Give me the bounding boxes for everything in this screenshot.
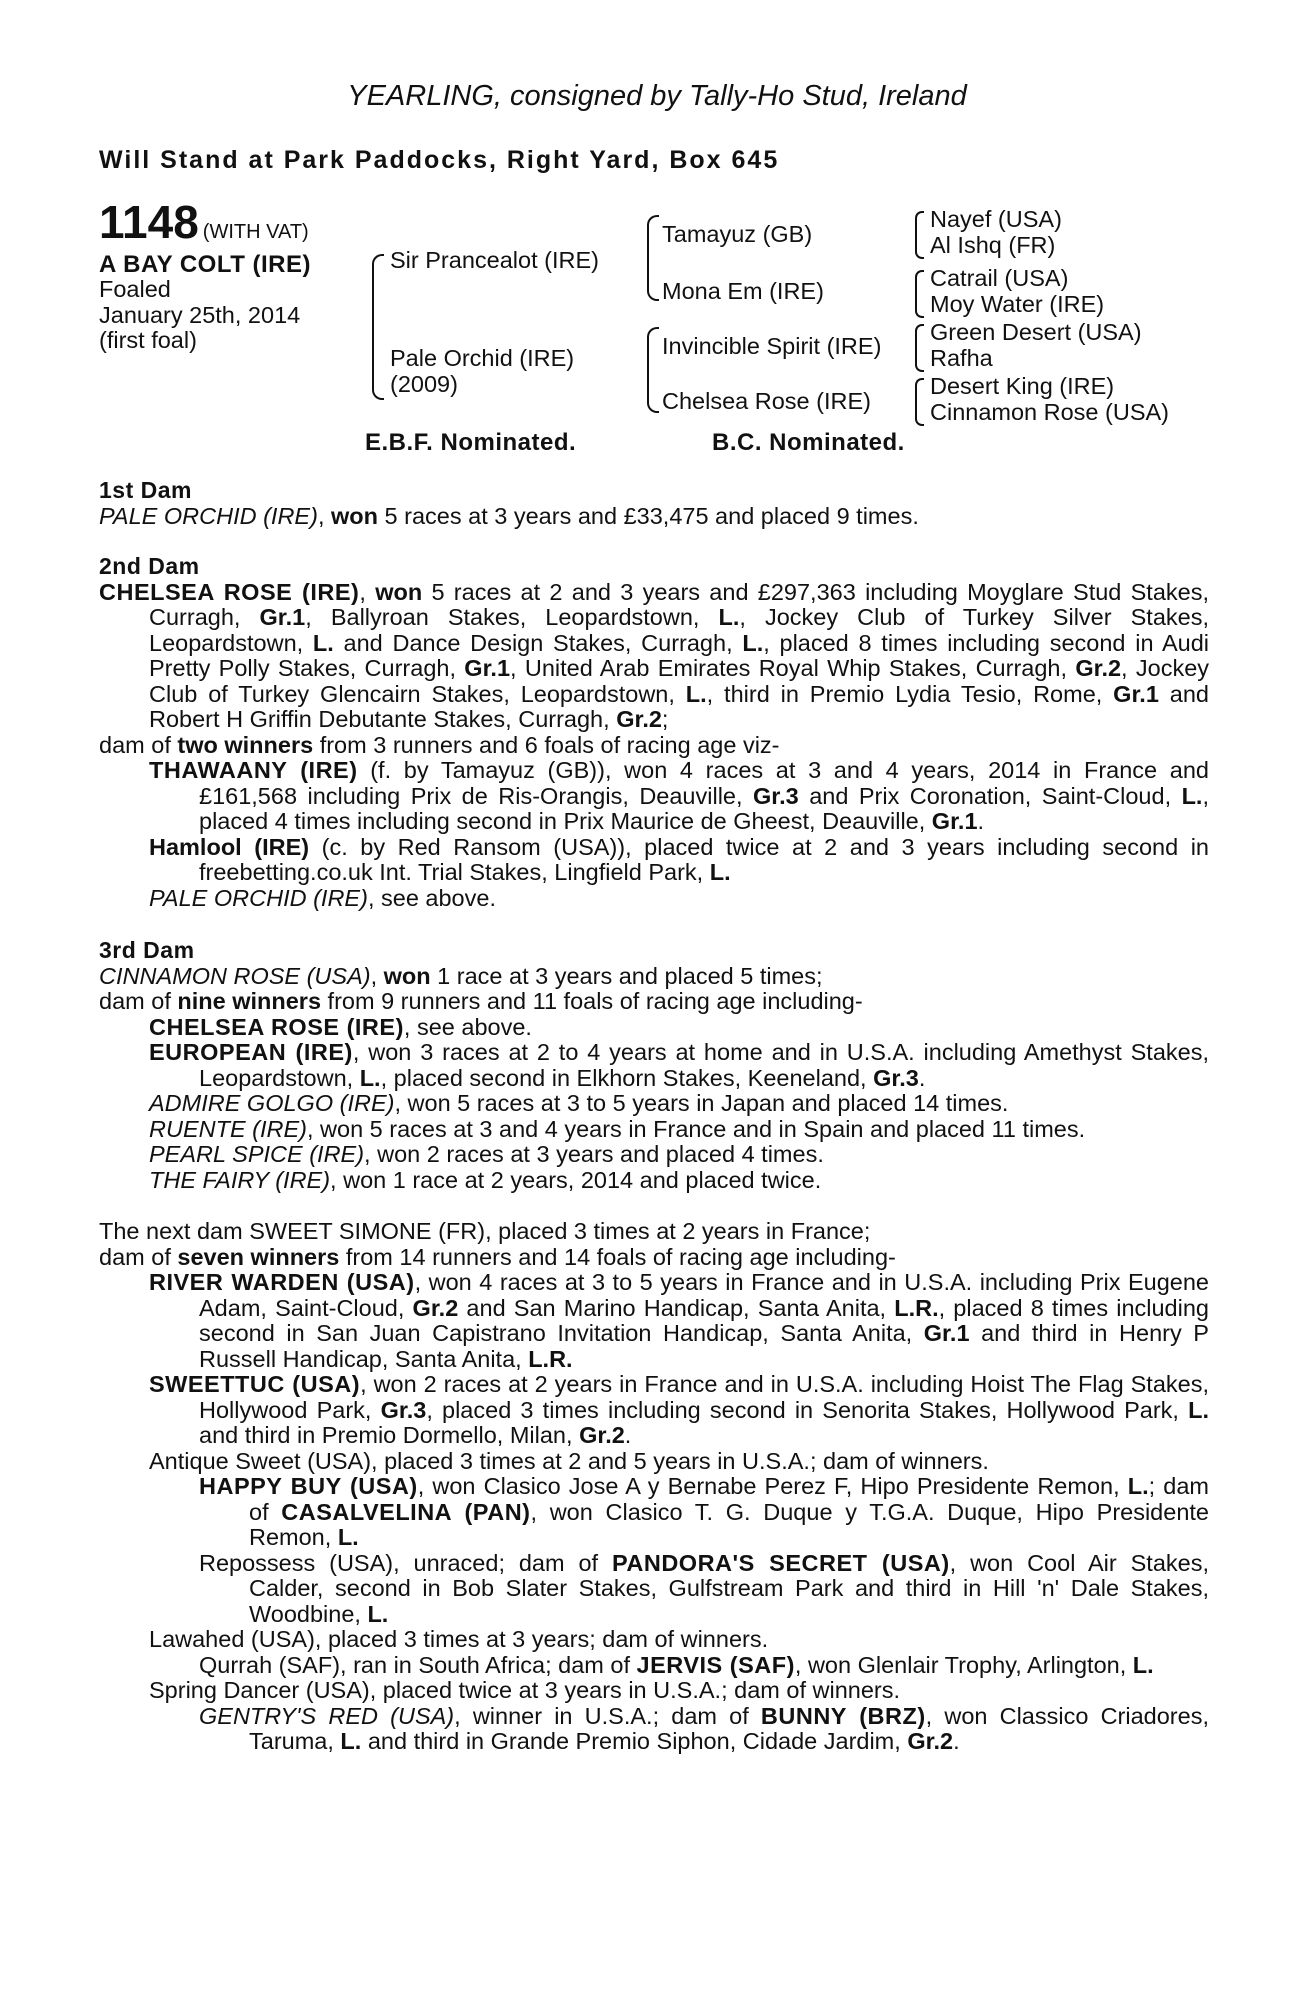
third-dam-title: 3rd Dam [99,937,195,963]
pedigree-dam-year: (2009) [390,371,458,397]
next-dam-section [99,1219,1209,1755]
third-dam-produce-summary: dam of nine winners from 9 runners and 11 foals of racing age including- [99,988,863,1014]
pedigree-dam-dam: Chelsea Rose (IRE) [662,388,871,414]
next-dam-produce-lawahed: Lawahed (USA), placed 3 times at 3 years; dam of winners. [149,1626,769,1652]
pedigree-ssd: Al Ishq (FR) [930,232,1056,258]
first-dam-title: 1st Dam [99,477,192,503]
ss-brace [915,211,924,259]
third-dam-produce-2: EUROPEAN (IRE), won 3 races at 2 to 4 years at home and in U.S.A. including Amethyst Stakes, Leopardstown, L., placed second in Elkhorn Stakes, Keeneland, Gr.3. [149,1039,1210,1091]
sire-dam-brace [372,254,384,400]
pedigree-ddd: Cinnamon Rose (USA) [930,399,1170,425]
lot-title: A BAY COLT (IRE) [99,250,312,278]
pedigree-dam: Pale Orchid (IRE) [390,345,575,371]
grandproduce-gentrys-red: GENTRY'S RED (USA), winner in U.S.A.; dam of BUNNY (BRZ), won Classico Criadores, Taruma, L. and third in Grande Premio Siphon, Cidade Jardim, Gr.2. [199,1702,1209,1754]
second-dam-title: 2nd Dam [99,553,200,579]
next-dam-produce-summary: dam of seven winners from 14 runners and 14 foals of racing age including- [99,1243,896,1270]
sire-brace [647,215,659,301]
pedigree-dsd: Rafha [930,345,993,371]
foaled-label: Foaled [99,276,171,302]
pedigree-sire-dam: Mona Em (IRE) [662,278,824,304]
next-dam-produce-spring-dancer: Spring Dancer (USA), placed twice at 3 years in U.S.A.; dam of winners. [149,1677,901,1703]
sd-brace [915,270,924,318]
third-dam-section [99,938,1209,1193]
dam-brace [647,327,659,413]
lot-info [99,196,312,354]
second-dam-produce-2: Hamlool (IRE) (c. by Red Ransom (USA)), placed twice at 2 and 3 years including second in freebetting.co.uk Int. Trial Stakes, Lingfield Park, L. [149,833,1209,885]
grandproduce-qurrah: Qurrah (SAF), ran in South Africa; dam of JERVIS (SAF), won Glenlair Trophy, Arlington, L. [199,1651,1154,1678]
first-dam-section [99,478,1209,529]
third-dam-produce-6: THE FAIRY (IRE), won 1 race at 2 years, 2014 and placed twice. [149,1166,822,1193]
next-dam-produce-antique-sweet: Antique Sweet (USA), placed 3 times at 2 and 5 years in U.S.A.; dam of winners. [149,1447,989,1474]
third-dam-record: CINNAMON ROSE (USA), won 1 race at 3 years and placed 5 times; [99,962,823,989]
catalogue-header: YEARLING, consigned by Tally-Ho Stud, Ireland [347,80,967,112]
grandproduce-happy-buy: HAPPY BUY (USA), won Clasico Jose A y Bernabe Perez F, Hipo Presidente Remon, L.; dam of CASALVELINA (PAN), won Clasico T. G. Duque y T.G.A. Duque, Hipo Presidente Remon, L. [199,1473,1209,1550]
next-dam-produce-river-warden: RIVER WARDEN (USA), won 4 races at 3 to 5 years in France and in U.S.A. including Prix Eugene Adam, Saint-Cloud, Gr.2 and San Marino Handicap, Santa Anita, L.R., placed 8 times including second in San Juan Capistrano Invitation Handicap, Santa Anita, Gr.1 and third in Henry P Russell Handicap, Santa Anita, L.R. [149,1269,1209,1372]
pedigree-sire-sire: Tamayuz (GB) [662,221,813,247]
first-dam-text: PALE ORCHID (IRE), won 5 races at 3 years and £33,475 and placed 9 times. [99,502,919,529]
pedigree-dam-sire: Invincible Spirit (IRE) [662,333,882,359]
grandproduce-repossess: Repossess (USA), unraced; dam of PANDORA'S SECRET (USA), won Cool Air Stakes, Calder, second in Bob Slater Stakes, Gulfstream Park and third in Hill 'n' Dale Stakes, Woodbine, L. [199,1549,1209,1627]
lot-number: 1148 [99,196,199,248]
pedigree-sds: Catrail (USA) [930,265,1069,291]
dd-brace [915,378,924,426]
third-dam-produce-5: PEARL SPICE (IRE), won 2 races at 3 years and placed 4 times. [149,1141,824,1167]
third-dam-produce-3: ADMIRE GOLGO (IRE), won 5 races at 3 to 5 years in Japan and placed 14 times. [149,1090,1009,1116]
ebf-nominated: E.B.F. Nominated. [365,429,577,456]
second-dam-produce-3: PALE ORCHID (IRE), see above. [149,884,496,911]
pedigree-dds: Desert King (IRE) [930,373,1115,399]
ds-brace [915,324,924,372]
second-dam-section [99,554,1209,911]
pedigree-sire: Sir Prancealot (IRE) [390,247,599,273]
second-dam-record: CHELSEA ROSE (IRE), won 5 races at 2 and 3 years and £297,363 including Moyglare Stud Stakes, Curragh, Gr.1, Ballyroan Stakes, Leopardstown, L., Jockey Club of Turkey Silver Stakes, Leopardstown, L. and Dance Design Stakes, Curragh, L., placed 8 times including second in Audi Pretty Polly Stakes, Curragh, Gr.1, United Arab Emirates Royal Whip Stakes, Curragh, Gr.2, Jockey Club of Turkey Glencairn Stakes, Leopardstown, L., third in Premio Lydia Tesio, Rome, Gr.1 and Robert H Griffin Debutante Stakes, Curragh, Gr.2; [99,578,1210,732]
lot-note: (first foal) [99,327,197,353]
lot-vat: (WITH VAT) [202,221,309,243]
foaled-date: January 25th, 2014 [99,301,301,328]
second-dam-produce-1: THAWAANY (IRE) (f. by Tamayuz (GB)), won 4 races at 3 and 4 years, 2014 in France and £161,568 including Prix de Ris-Orangis, Deauville, Gr.3 and Prix Coronation, Saint-Cloud, L., placed 4 times including second in Prix Maurice de Gheest, Deauville, Gr.1. [149,757,1209,834]
third-dam-produce-1: CHELSEA ROSE (IRE), see above. [149,1013,532,1040]
second-dam-produce-summary: dam of two winners from 3 runners and 6 foals of racing age viz- [99,731,780,758]
pedigree-sdd: Moy Water (IRE) [930,291,1105,317]
third-dam-produce-4: RUENTE (IRE), won 5 races at 3 and 4 years in France and in Spain and placed 11 times. [149,1115,1086,1142]
stand-location: Will Stand at Park Paddocks, Right Yard, Box 645 [99,146,780,174]
next-dam-produce-sweettuc: SWEETTUC (USA), won 2 races at 2 years in France and in U.S.A. including Hoist The Flag Stakes, Hollywood Park, Gr.3, placed 3 times including second in Senorita Stakes, Hollywood Park, L. and third in Premio Dormello, Milan, Gr.2. [149,1371,1209,1448]
pedigree-dss: Green Desert (USA) [930,319,1142,345]
next-dam-intro: The next dam SWEET SIMONE (FR), placed 3 times at 2 years in France; [99,1218,871,1244]
bc-nominated: B.C. Nominated. [712,429,905,456]
pedigree-sss: Nayef (USA) [930,206,1062,232]
